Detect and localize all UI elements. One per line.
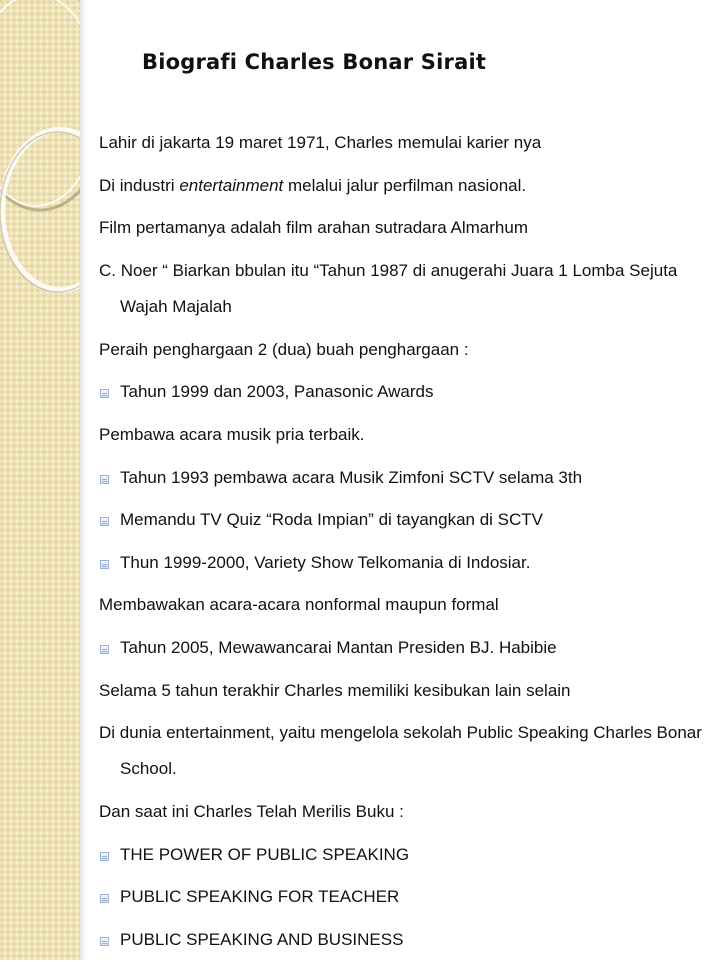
bullet-text: PUBLIC SPEAKING FOR TEACHER: [120, 887, 400, 907]
bullet-text: Tahun 2005, Mewawancarai Mantan Presiden BJ. Habibie: [120, 637, 557, 657]
bullet-icon: [100, 645, 109, 654]
bullet-icon: [100, 389, 109, 398]
bullet-text: Tahun 1999 dan 2003, Panasonic Awards: [120, 382, 434, 402]
text-line: C. Noer “ Biarkan bbulan itu “Tahun 1987 di anugerahi Juara 1 Lomba Sejuta Wajah Majalah: [99, 260, 678, 316]
decorative-rings-graphic: [0, 0, 80, 300]
text-line: Di dunia entertainment, yaitu mengelola sekolah Public Speaking Charles Bonar School.: [99, 723, 702, 779]
panel-shadow-edge: [80, 0, 86, 960]
decorative-ring-outer: [0, 0, 80, 210]
bullet-text: Memandu TV Quiz “Roda Impian” di tayangkan di SCTV: [120, 510, 543, 530]
text-line: Lahir di jakarta 19 maret 1971, Charles memulai karier nya: [99, 133, 542, 152]
bullet-icon: [100, 560, 109, 569]
decorative-ring-inner: [0, 0, 80, 206]
slide-title: Biografi Charles Bonar Sirait: [142, 50, 487, 74]
bullet-icon: [100, 894, 109, 903]
slide-content: [99, 122, 705, 962]
text-fragment: melalui jalur perfilman nasional.: [283, 175, 527, 195]
bullet-item: [99, 876, 705, 919]
emphasized-text: entertainment: [179, 175, 284, 195]
text-fragment: Di industri: [99, 175, 180, 195]
bullet-item: [99, 919, 705, 962]
bullet-icon: [100, 475, 109, 484]
bullet-item: [99, 457, 705, 500]
bullet-icon: [100, 852, 109, 861]
bullet-icon: [100, 517, 109, 526]
text-line: [99, 165, 705, 208]
text-line: Peraih penghargaan 2 (dua) buah penghargaan :: [99, 339, 469, 359]
bullet-item: [99, 371, 705, 414]
bullet-item: [99, 834, 705, 877]
bullet-text: THE POWER OF PUBLIC SPEAKING: [120, 844, 410, 864]
bullet-icon: [100, 937, 109, 946]
text-line: Pembawa acara musik pria terbaik.: [99, 424, 365, 444]
text-line: Membawakan acara-acara nonformal maupun formal: [99, 595, 499, 615]
text-line: Selama 5 tahun terakhir Charles memiliki kesibukan lain selain: [99, 680, 571, 700]
bullet-item: [99, 627, 705, 670]
bullet-item: [99, 542, 705, 585]
bullet-text: Tahun 1993 pembawa acara Musik Zimfoni SCTV selama 3th: [120, 467, 583, 487]
bullet-text: Thun 1999-2000, Variety Show Telkomania di Indosiar.: [120, 552, 531, 572]
text-line: Film pertamanya adalah film arahan sutradara Almarhum: [99, 218, 528, 238]
decorative-ring-shadow: [0, 132, 80, 292]
decorative-side-panel: [0, 0, 80, 960]
bullet-text: PUBLIC SPEAKING AND BUSINESS: [120, 929, 404, 949]
text-line: Dan saat ini Charles Telah Merilis Buku :: [99, 802, 404, 822]
bullet-item: [99, 499, 705, 542]
